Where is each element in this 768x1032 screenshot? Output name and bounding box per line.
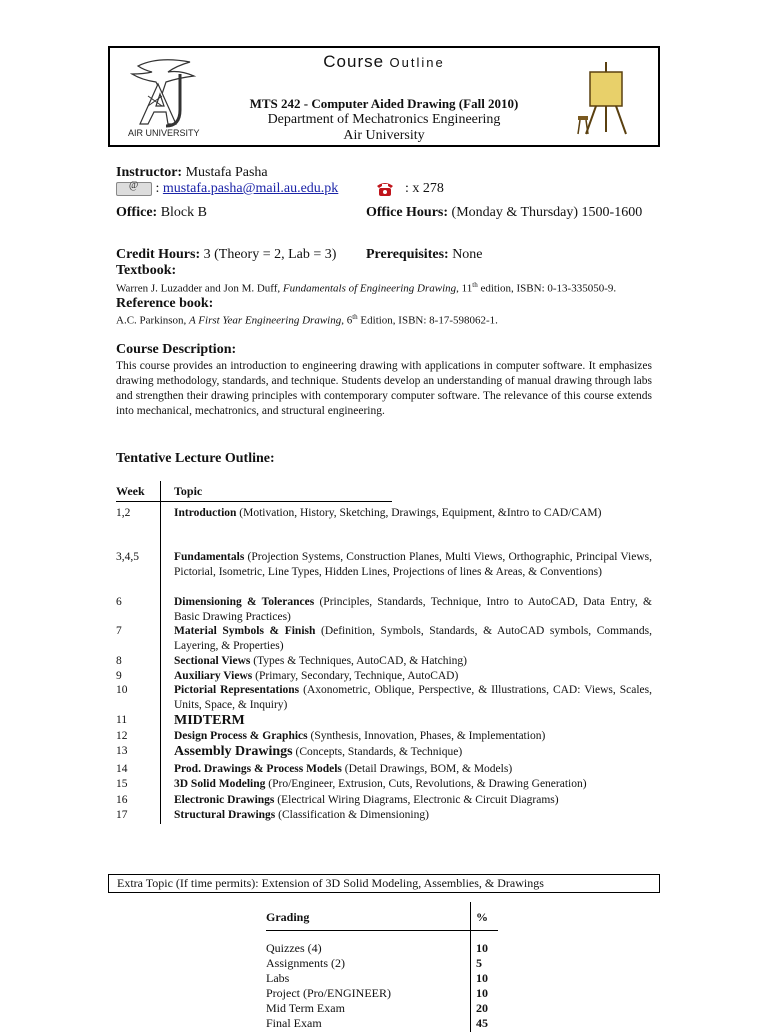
grading-percent: 10 xyxy=(476,941,488,955)
prerequisites-value: None xyxy=(452,247,483,262)
topic-detail: (Types & Techniques, AutoCAD, & Hatching) xyxy=(250,655,468,667)
topic-detail: (Classification & Dimensioning) xyxy=(275,809,429,821)
week-cell: 10 xyxy=(116,684,128,696)
topic-cell xyxy=(174,683,652,713)
email-prefix: : xyxy=(155,181,160,196)
topic-name: Prod. Drawings & Process Models xyxy=(174,763,342,775)
topic-name: Electronic Drawings xyxy=(174,794,275,806)
week-cell: 14 xyxy=(116,763,128,775)
description-label: Course Description: xyxy=(116,342,237,357)
prerequisites-label: Prerequisites: xyxy=(366,247,449,262)
topic-name: Structural Drawings xyxy=(174,809,276,821)
instructor-name: Mustafa Pasha xyxy=(185,165,268,180)
topic-detail: (Primary, Secondary, Technique, AutoCAD) xyxy=(252,670,459,682)
office-value: Block B xyxy=(160,205,207,220)
topic-name: Assembly Drawings xyxy=(174,744,293,759)
email-link[interactable]: mustafa.pasha@mail.au.edu.pk xyxy=(162,181,339,196)
topic-header: Topic xyxy=(174,484,203,498)
reference-authors: A.C. Parkinson, xyxy=(116,314,187,327)
grading-header: Grading xyxy=(266,910,310,924)
grading-pct-header: % xyxy=(476,910,488,924)
grading-item: Final Exam xyxy=(266,1016,322,1030)
topic-detail: (Definition, Symbols, Standards, & AutoCAD symbols, Commands, Layering, & Properties) xyxy=(174,625,652,652)
topic-name: 3D Solid Modeling xyxy=(174,778,266,790)
department-name: Department of Mechatronics Engineering xyxy=(267,112,501,127)
topic-detail: (Principles, Standards, Technique, Intro to AutoCAD, Data Entry, & Basic Drawing Practices) xyxy=(174,596,652,623)
topic-cell xyxy=(174,669,652,684)
easel-icon xyxy=(576,58,636,138)
topic-cell xyxy=(174,793,652,808)
topic-name: Fundamentals xyxy=(174,551,245,563)
outline-header-divider xyxy=(116,501,392,502)
week-cell: 13 xyxy=(116,745,128,757)
reference-label: Reference book: xyxy=(116,296,214,311)
email-line xyxy=(116,181,338,197)
topic-cell xyxy=(174,550,652,580)
credit-hours-label: Credit Hours: xyxy=(116,247,201,262)
office-line xyxy=(116,205,207,221)
office-hours-line xyxy=(366,205,642,221)
grading-item: Quizzes (4) xyxy=(266,941,322,955)
topic-detail: (Projection Systems, Construction Planes, Multi Views, Orthographic, Principal Views, Pictorial, Isometric, Line Types, Hidden Lines, Projections of lines & Areas, & Conventions) xyxy=(174,551,652,578)
topic-cell xyxy=(174,654,652,669)
topic-cell xyxy=(174,506,652,521)
grading-item: Mid Term Exam xyxy=(266,1001,345,1015)
topic-cell xyxy=(174,762,652,777)
week-header: Week xyxy=(116,484,145,498)
topic-detail: (Axonometric, Oblique, Perspective, & Illustrations, CAD: Views, Scales, Units, Space, & Inquiry) xyxy=(174,684,652,711)
title-course: Course xyxy=(323,52,385,71)
week-cell: 16 xyxy=(116,794,128,806)
topic-cell xyxy=(174,777,652,792)
topic-name: Dimensioning & Tolerances xyxy=(174,596,315,608)
week-cell: 11 xyxy=(116,714,128,726)
title-outline: Outline xyxy=(389,55,445,70)
textbook-citation xyxy=(116,281,616,295)
grading-percent: 10 xyxy=(476,986,488,1000)
credit-hours-value: 3 (Theory = 2, Lab = 3) xyxy=(203,247,337,262)
topic-cell xyxy=(174,624,652,654)
instructor-line xyxy=(116,165,268,181)
topic-detail: (Motivation, History, Sketching, Drawings, Equipment, &Intro to CAD/CAM) xyxy=(236,507,602,519)
textbook-title: Fundamentals of Engineering Drawing xyxy=(282,282,457,295)
logo-text: AIR UNIVERSITY xyxy=(128,128,200,138)
instructor-label: Instructor: xyxy=(116,165,183,180)
week-cell: 17 xyxy=(116,809,128,821)
week-cell: 3,4,5 xyxy=(116,551,139,563)
grading-column-divider xyxy=(470,902,471,1032)
office-hours-label: Office Hours: xyxy=(366,205,449,220)
extra-topic-box: Extra Topic (If time permits): Extension of 3D Solid Modeling, Assemblies, & Drawings xyxy=(108,874,660,893)
phone-icon xyxy=(375,180,395,198)
grading-header-divider xyxy=(266,930,498,931)
header-box xyxy=(108,46,660,147)
office-label: Office: xyxy=(116,205,158,220)
grading-percent: 5 xyxy=(476,956,482,970)
reference-edition-sup: th xyxy=(352,313,358,321)
grading-item: Labs xyxy=(266,971,290,985)
week-cell: 12 xyxy=(116,730,128,742)
week-cell: 15 xyxy=(116,778,128,790)
grading-percent: 10 xyxy=(476,971,488,985)
grading-percent: 20 xyxy=(476,1001,488,1015)
week-cell: 6 xyxy=(116,596,122,608)
credit-hours-line xyxy=(116,247,336,263)
reference-title: A First Year Engineering Drawing xyxy=(189,314,342,327)
week-cell: 1,2 xyxy=(116,507,131,519)
topic-cell xyxy=(174,595,652,625)
grading-percent: 45 xyxy=(476,1016,488,1030)
textbook-rest: edition, ISBN: 0-13-335050-9. xyxy=(477,282,617,295)
topic-detail: (Detail Drawings, BOM, & Models) xyxy=(341,763,513,775)
outline-label: Tentative Lecture Outline: xyxy=(116,451,275,466)
topic-name: Auxiliary Views xyxy=(174,670,253,682)
prerequisites-line xyxy=(366,247,483,263)
textbook-edition-sup: th xyxy=(472,281,478,289)
week-cell: 9 xyxy=(116,670,122,682)
topic-name: Design Process & Graphics xyxy=(174,730,308,742)
week-cell: 7 xyxy=(116,625,122,637)
office-hours-value: (Monday & Thursday) 1500-1600 xyxy=(451,205,643,220)
textbook-label: Textbook: xyxy=(116,263,177,278)
topic-detail: (Pro/Engineer, Extrusion, Cuts, Revolutions, & Drawing Generation) xyxy=(265,778,587,790)
textbook-edition: , 11 xyxy=(456,282,473,295)
reference-edition: , 6 xyxy=(341,314,353,327)
topic-cell xyxy=(174,713,652,729)
topic-cell xyxy=(174,808,652,823)
topic-cell xyxy=(174,744,652,760)
outline-column-divider xyxy=(160,481,161,824)
topic-name: Pictorial Representations xyxy=(174,684,300,696)
reference-rest: Edition, ISBN: 8-17-598062-1. xyxy=(357,314,498,327)
course-code-title: MTS 242 - Computer Aided Drawing (Fall 2010) xyxy=(249,96,519,111)
email-icon: @ xyxy=(116,182,152,196)
topic-detail: (Concepts, Standards, & Technique) xyxy=(292,746,463,758)
phone-extension: : x 278 xyxy=(405,181,444,196)
description-text: This course provides an introduction to engineering drawing with applications in computer software. It emphasizes drawing methodology, standards, and technique. Students develop an understanding of manual drawing through labs and strengthen their drawing principles with contemporary computer software. The relevance of this course extends into mechanical, mechatronics, and structural engineering. xyxy=(116,360,652,417)
textbook-authors: Warren J. Luzadder and Jon M. Duff, xyxy=(116,282,281,295)
topic-name: MIDTERM xyxy=(174,713,245,728)
grading-item: Assignments (2) xyxy=(266,956,345,970)
topic-detail: (Electrical Wiring Diagrams, Electronic & Circuit Diagrams) xyxy=(274,794,559,806)
week-cell: 8 xyxy=(116,655,122,667)
topic-cell xyxy=(174,729,652,744)
topic-name: Introduction xyxy=(174,507,237,519)
topic-name: Sectional Views xyxy=(174,655,251,667)
university-name: Air University xyxy=(343,128,425,143)
topic-detail: (Synthesis, Innovation, Phases, & Implementation) xyxy=(307,730,546,742)
grading-item: Project (Pro/ENGINEER) xyxy=(266,986,391,1000)
topic-name: Material Symbols & Finish xyxy=(174,625,316,637)
reference-citation xyxy=(116,313,498,327)
